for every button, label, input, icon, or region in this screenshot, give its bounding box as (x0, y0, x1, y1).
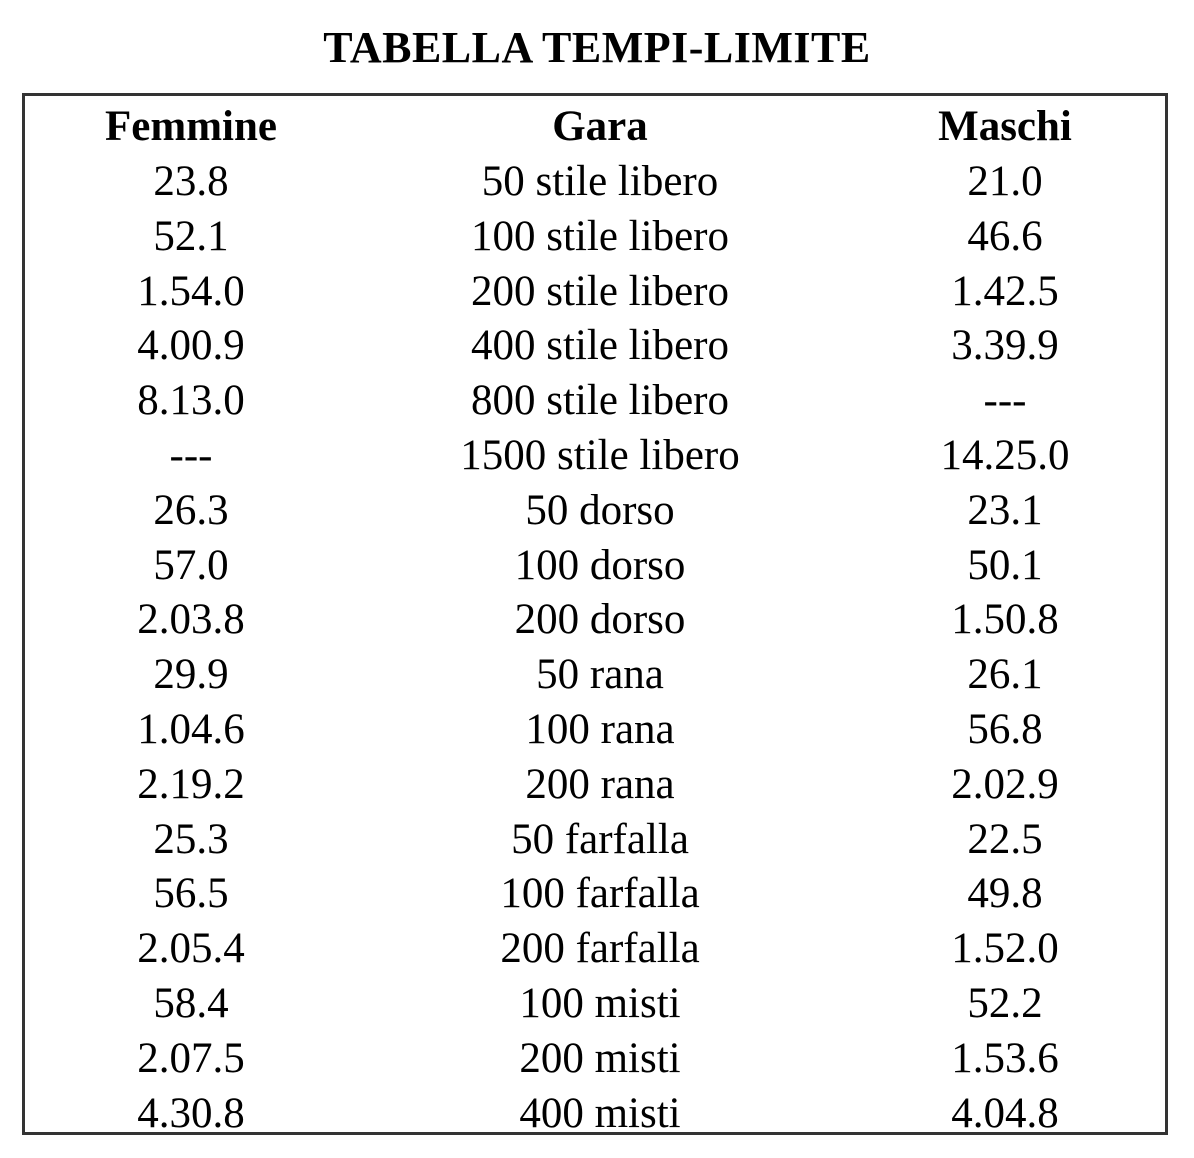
maschi-time-cell: 4.04.8 (951, 1089, 1059, 1137)
maschi-time-cell: 52.2 (967, 980, 1043, 1027)
event-cell: 50 farfalla (511, 815, 689, 863)
maschi-time-cell: 1.42.5 (951, 267, 1059, 315)
maschi-time-cell: 49.8 (967, 870, 1043, 918)
table-row (25, 428, 1165, 483)
event-cell: 800 stile libero (471, 377, 729, 425)
table-header-row (25, 99, 1165, 154)
event-cell: 100 rana (525, 706, 675, 753)
table-row (25, 866, 1165, 921)
maschi-time-cell: 23.1 (967, 486, 1043, 534)
event-cell: 400 misti (519, 1089, 681, 1137)
event-cell: 200 farfalla (500, 925, 700, 973)
femmine-time-cell: 4.30.8 (137, 1089, 245, 1137)
column-header-femmine: Femmine (105, 103, 277, 150)
table-row (25, 373, 1165, 428)
femmine-time-cell: 2.03.8 (137, 596, 245, 644)
table-row (25, 1031, 1165, 1086)
maschi-time-cell: 14.25.0 (940, 432, 1070, 479)
maschi-time-cell: 56.8 (967, 706, 1043, 753)
table-row (25, 702, 1165, 757)
femmine-time-cell: --- (169, 432, 213, 479)
table-row (25, 757, 1165, 812)
maschi-time-cell: --- (983, 377, 1027, 425)
column-header-maschi: Maschi (938, 103, 1072, 150)
event-cell: 200 misti (519, 1034, 681, 1082)
femmine-time-cell: 4.00.9 (137, 322, 245, 370)
page-title: TABELLA TEMPI-LIMITE (323, 23, 871, 72)
table-row (25, 483, 1165, 538)
maschi-time-cell: 50.1 (967, 541, 1043, 589)
maschi-time-cell: 1.52.0 (951, 925, 1059, 973)
table-row (25, 1086, 1165, 1141)
maschi-time-cell: 1.50.8 (951, 596, 1059, 644)
femmine-time-cell: 2.05.4 (137, 925, 245, 973)
maschi-time-cell: 22.5 (967, 815, 1043, 863)
femmine-time-cell: 2.07.5 (137, 1034, 245, 1082)
maschi-time-cell: 2.02.9 (951, 760, 1059, 808)
maschi-time-cell: 26.1 (967, 651, 1043, 699)
event-cell: 100 misti (519, 980, 681, 1027)
column-header-gara: Gara (552, 103, 648, 150)
maschi-time-cell: 3.39.9 (951, 322, 1059, 370)
maschi-time-cell: 21.0 (967, 158, 1043, 205)
table-row (25, 209, 1165, 264)
event-cell: 1500 stile libero (460, 432, 740, 479)
femmine-time-cell: 26.3 (153, 486, 229, 534)
table-row (25, 538, 1165, 593)
femmine-time-cell: 1.54.0 (137, 267, 245, 315)
femmine-time-cell: 1.04.6 (137, 706, 245, 753)
femmine-time-cell: 57.0 (153, 541, 229, 589)
table-row (25, 647, 1165, 702)
event-cell: 50 stile libero (481, 158, 719, 205)
femmine-time-cell: 2.19.2 (137, 760, 245, 808)
event-cell: 100 stile libero (471, 212, 729, 260)
event-cell: 400 stile libero (471, 322, 729, 370)
event-cell: 100 farfalla (500, 870, 700, 918)
event-cell: 100 dorso (514, 541, 686, 589)
maschi-time-cell: 46.6 (967, 212, 1043, 260)
femmine-time-cell: 56.5 (153, 870, 229, 918)
femmine-time-cell: 8.13.0 (137, 377, 245, 425)
event-cell: 200 stile libero (471, 267, 729, 315)
femmine-time-cell: 52.1 (153, 212, 229, 260)
time-limits-table (22, 93, 1168, 1135)
event-cell: 200 dorso (514, 596, 686, 644)
femmine-time-cell: 58.4 (153, 980, 229, 1027)
table-row (25, 976, 1165, 1031)
femmine-time-cell: 29.9 (153, 651, 229, 699)
table-row (25, 812, 1165, 867)
femmine-time-cell: 25.3 (153, 815, 229, 863)
table-row (25, 264, 1165, 319)
event-cell: 200 rana (525, 760, 675, 808)
event-cell: 50 rana (536, 651, 664, 699)
femmine-time-cell: 23.8 (153, 158, 229, 205)
table-row (25, 592, 1165, 647)
maschi-time-cell: 1.53.6 (951, 1034, 1059, 1082)
table-row (25, 921, 1165, 976)
table-row (25, 318, 1165, 373)
table-row (25, 154, 1165, 209)
event-cell: 50 dorso (525, 486, 675, 534)
